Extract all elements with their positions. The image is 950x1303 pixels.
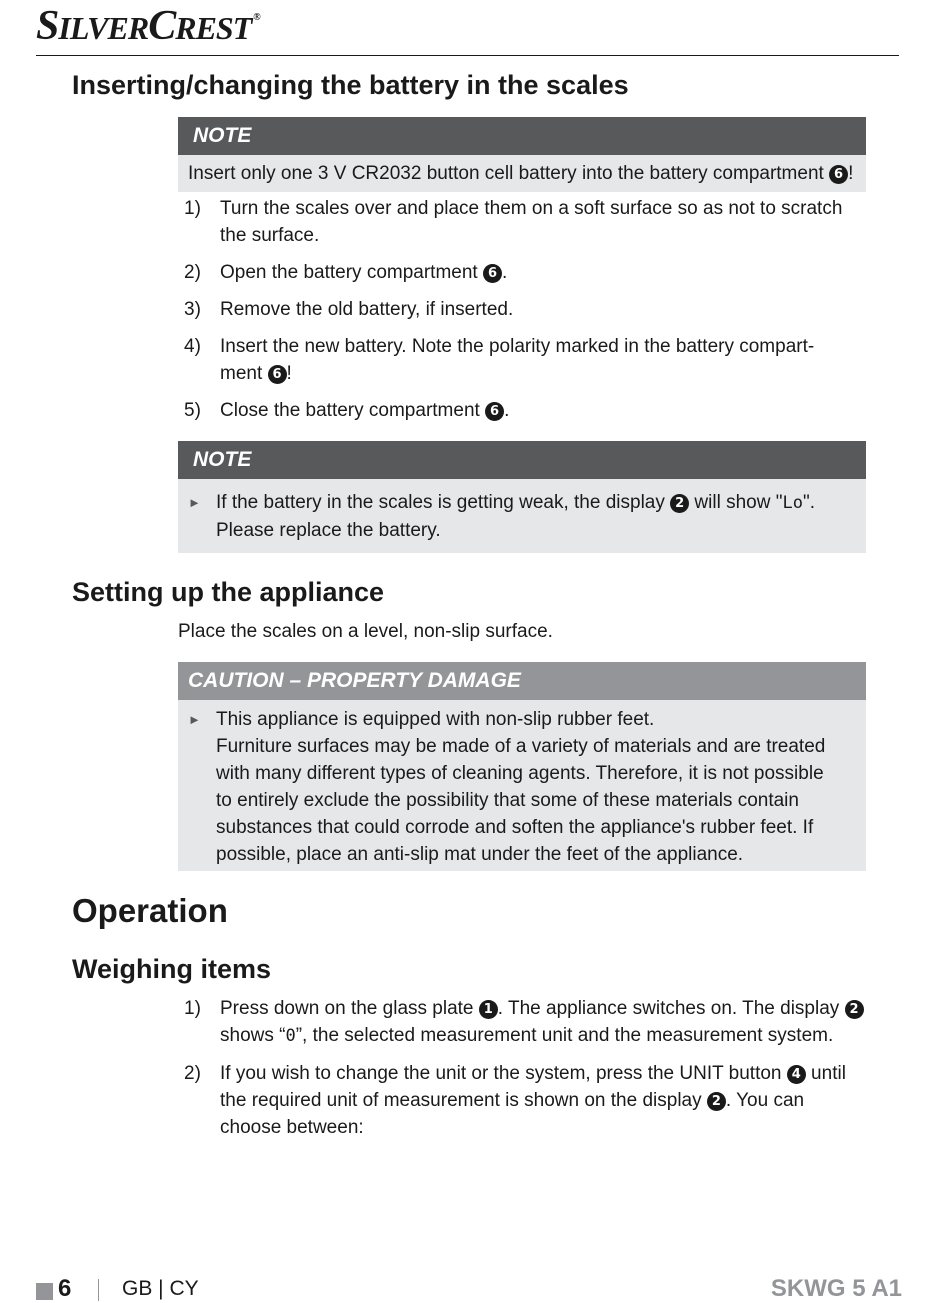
bullet-arrow-icon: ► <box>188 712 201 727</box>
ref-number-icon: 2 <box>845 1000 864 1019</box>
list-item: 2) Open the battery compartment 6 . <box>184 262 508 283</box>
brand-letter: S <box>36 3 59 49</box>
brand-letter: C <box>148 3 176 49</box>
page-footer <box>36 1275 902 1303</box>
list-item: 2) If you wish to change the unit or the system, press the UNIT button 4 until the required unit of measurement is shown on the display 2 . You can choose between: <box>184 1063 846 1138</box>
footer-languages: GB | CY <box>122 1277 199 1300</box>
battery-steps-list <box>184 195 864 434</box>
brand-text: ILVER <box>58 10 149 46</box>
list-item: 5) Close the battery compartment 6 . <box>184 400 510 421</box>
setup-section-heading: Setting up the appliance <box>72 577 385 607</box>
footer-divider <box>98 1279 99 1301</box>
setup-intro-text: Place the scales on a level, non-slip surface. <box>178 621 553 642</box>
ref-number-icon: 1 <box>479 1000 498 1019</box>
header-divider <box>36 55 899 56</box>
ref-number-icon: 6 <box>268 365 287 384</box>
bullet-arrow-icon: ► <box>188 495 201 510</box>
brand-text: REST <box>175 10 252 46</box>
page-number: 6 <box>58 1275 72 1302</box>
ref-number-icon: 6 <box>829 165 848 184</box>
footer-model: SKWG 5 A1 <box>770 1275 902 1302</box>
ref-number-icon: 4 <box>787 1065 806 1084</box>
brand-logo <box>36 2 260 50</box>
note-box-weak-battery <box>178 441 866 553</box>
weighing-steps-list <box>184 995 864 1151</box>
list-item: 4) Insert the new battery. Note the polarity marked in the battery compart- ment 6 ! <box>184 336 815 384</box>
weighing-heading: Weighing items <box>72 954 272 984</box>
caution-box <box>178 662 866 871</box>
note-box-battery-type <box>178 117 866 192</box>
registered-mark: ® <box>253 12 260 23</box>
operation-heading: Operation <box>72 892 228 929</box>
ref-number-icon: 2 <box>670 494 689 513</box>
caution-title: CAUTION – PROPERTY DAMAGE <box>178 662 866 700</box>
note-title: NOTE <box>178 441 866 479</box>
ref-number-icon: 2 <box>707 1092 726 1111</box>
display-code: Lo <box>782 493 803 513</box>
footer-square-icon <box>36 1283 53 1300</box>
display-code: 0 <box>285 1026 296 1046</box>
note-text: Insert only one 3 V CR2032 button cell battery into the battery compartment 6 ! <box>188 163 854 184</box>
caution-bullet-item: ► This appliance is equipped with non-slip rubber feet. Furniture surfaces may be made of a variety of materials and are treated with many different types of cleaning agents. Therefore, it is not possible to entirely exclude the possibility that some of these materials contain substances that could corrode and soften the appliance's rubber feet. If possible, place an anti-slip mat under the feet of the appliance. <box>178 700 866 876</box>
ref-number-icon: 6 <box>485 402 504 421</box>
battery-section-heading: Inserting/changing the battery in the scales <box>72 70 629 100</box>
list-item: 1) Turn the scales over and place them on a soft surface so as not to scratch the surface. <box>184 198 843 246</box>
note-title: NOTE <box>178 117 866 155</box>
ref-number-icon: 6 <box>483 264 502 283</box>
list-item: 1) Press down on the glass plate 1 . The appliance switches on. The display 2 shows “0”, the selected measurement unit and the measurement system. <box>184 995 864 1050</box>
list-item: 3) Remove the old battery, if inserted. <box>184 299 514 320</box>
note-bullet-item: ► If the battery in the scales is getting weak, the display 2 will show "Lo". Please replace the battery. <box>178 479 866 552</box>
